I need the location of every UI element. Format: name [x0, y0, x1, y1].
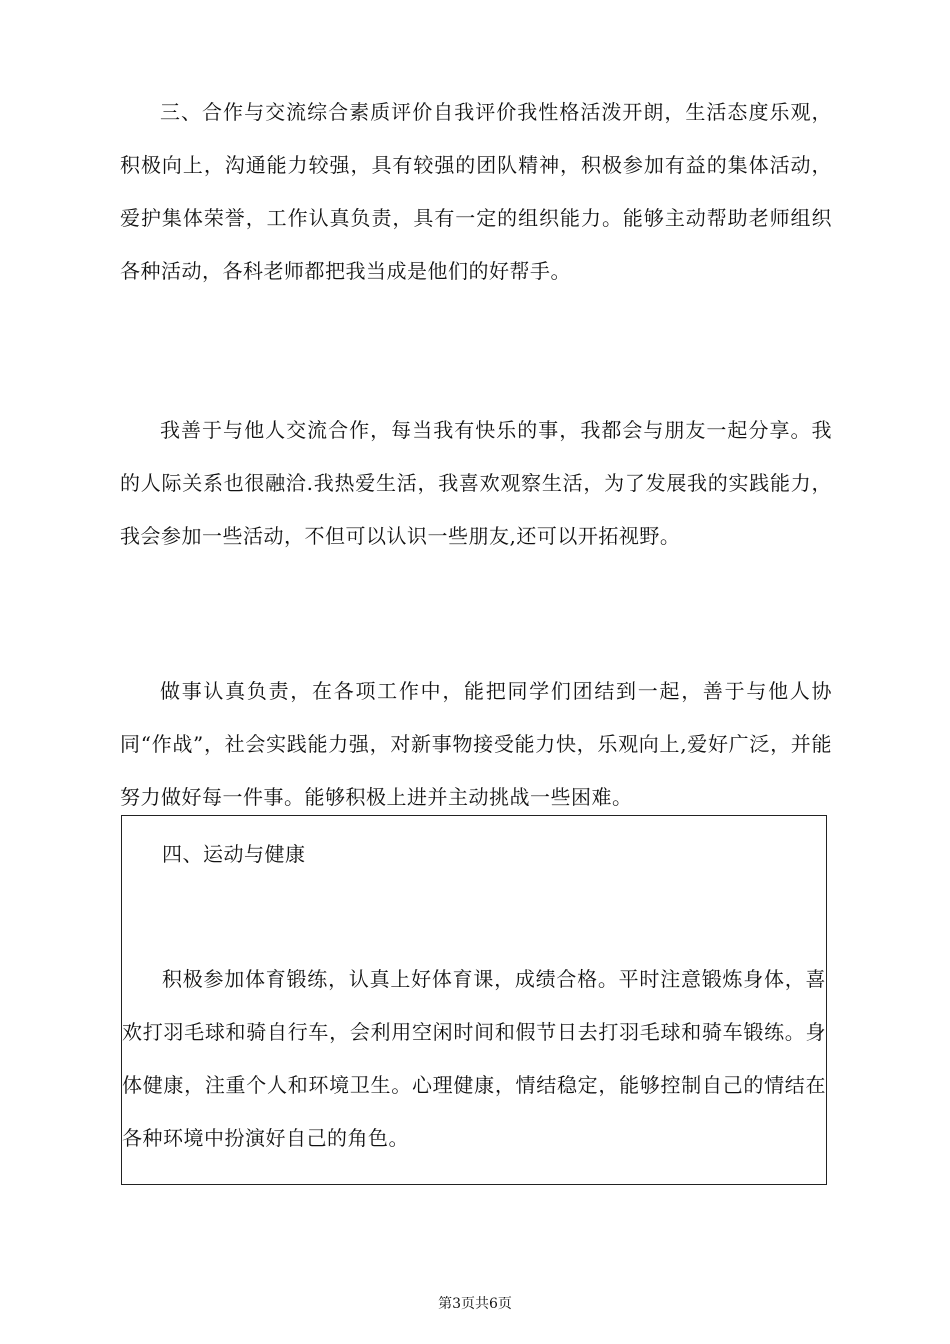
- paragraph-cooperation-communication: 三、合作与交流综合素质评价自我评价我性格活泼开朗，生活态度乐观，积极向上，沟通能力较强，具有较强的团队精神，积极参加有益的集体活动，爱护集体荣誉，工作认真负责，具有一定的组织能力。能够主动帮助老师组织各种活动，各科老师都把我当成是他们的好帮手。: [120, 100, 832, 283]
- section-heading-sports-health: 四、运动与健康: [162, 842, 306, 866]
- paragraph-responsibility: 做事认真负责，在各项工作中，能把同学们团结到一起，善于与他人协同“作战”，社会实践能力强，对新事物接受能力快，乐观向上,爱好广泛，并能努力做好每一件事。能够积极上进并主动挑战一些困难。: [120, 679, 832, 809]
- page-footer-indicator: 第3页共6页: [438, 1296, 512, 1312]
- paragraph-sports-health: 积极参加体育锻练，认真上好体育课，成绩合格。平时注意锻炼身体，喜欢打羽毛球和骑自行车，会利用空闲时间和假节日去打羽毛球和骑车锻练。身体健康，注重个人和环境卫生。心理健康，情结稳定，能够控制自己的情结在各种环境中扮演好自己的角色。: [122, 967, 826, 1150]
- section-sports-health-box: [121, 815, 827, 1185]
- paragraph-interpersonal: 我善于与他人交流合作，每当我有快乐的事，我都会与朋友一起分享。我的人际关系也很融洽.我热爱生活，我喜欢观察生活，为了发展我的实践能力，我会参加一些活动，不但可以认识一些朋友,还可以开拓视野。: [120, 418, 832, 548]
